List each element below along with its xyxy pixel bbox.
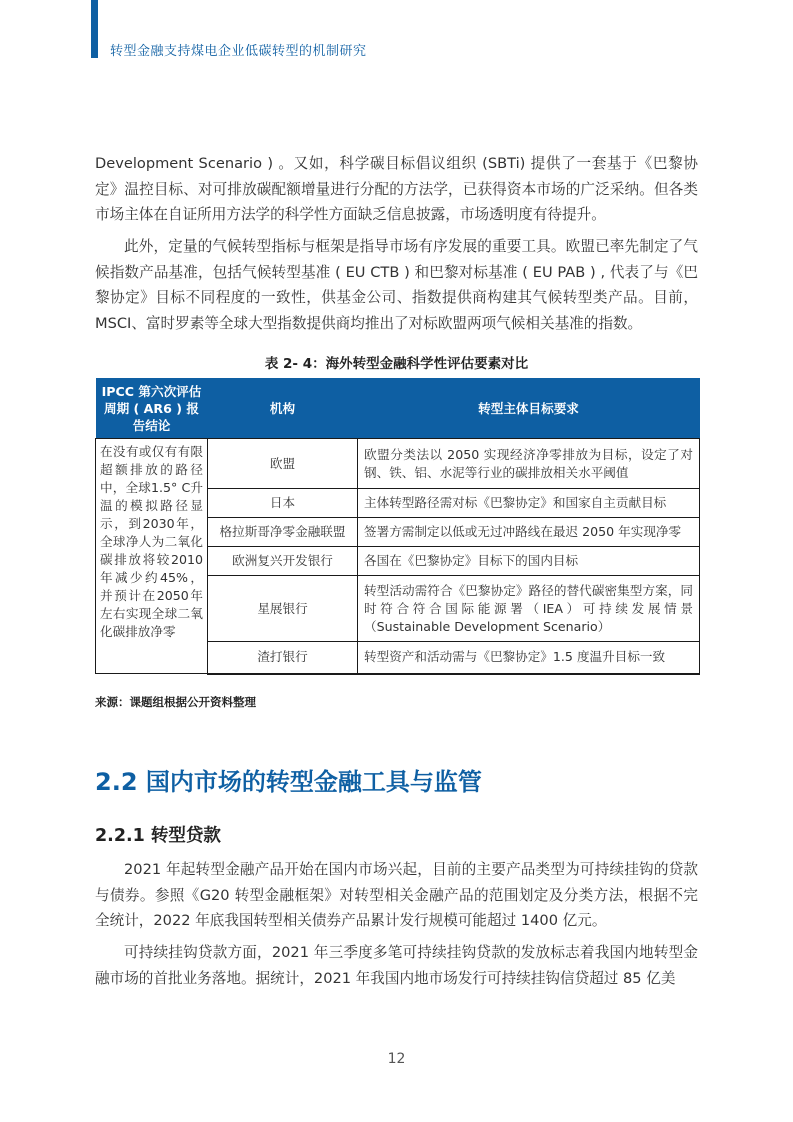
page-number: 12 [387, 1051, 406, 1067]
org-cell: 欧盟 [208, 439, 358, 489]
table-row [96, 439, 700, 489]
table-source-note: 来源：课题组根据公开资料整理 [95, 695, 256, 709]
org-cell: 日本 [208, 489, 358, 518]
requirement-cell: 签署方需制定以低或无过冲路线在最迟 2050 年实现净零 [358, 518, 700, 547]
paragraph-1: Development Scenario ) 。又如，科学碳目标倡议组织 (SBTi) 提供了一套基于《巴黎协定》温控目标、对可排放碳配额增量进行分配的方法学，已获得资本市场的广泛采纳。但各类市场主体在自证所用方法学的科学性方面缺乏信息披露，市场透明度有待提升。 [95, 155, 698, 223]
table-header-row [96, 378, 700, 439]
org-cell: 渣打银行 [208, 642, 358, 674]
header-accent-bar [91, 0, 98, 58]
org-cell: 星展银行 [208, 576, 358, 642]
table-caption: 表 2- 4：海外转型金融科学性评估要素对比 [264, 356, 529, 372]
org-cell: 格拉斯哥净零金融联盟 [208, 518, 358, 547]
org-cell: 欧洲复兴开发银行 [208, 547, 358, 576]
section-heading: 2.2 国内市场的转型金融工具与监管 [95, 768, 482, 796]
requirement-cell: 各国在《巴黎协定》目标下的国内目标 [358, 547, 700, 576]
paragraph-3: 2021 年起转型金融产品开始在国内市场兴起，目前的主要产品类型为可持续挂钩的贷款与债券。参照《G20 转型金融框架》对转型相关金融产品的范围划定及分类方法，根据不完全统计，2022 年底我国转型相关债券产品累计发行规模可能超过 1400 亿元。 [95, 861, 698, 929]
requirement-cell: 欧盟分类法以 2050 实现经济净零排放为目标，设定了对钢、铁、铝、水泥等行业的碳排放相关水平阈值 [358, 439, 700, 489]
subsection-heading: 2.2.1 转型贷款 [95, 826, 221, 846]
header-institution: 机构 [208, 378, 358, 439]
requirement-cell: 转型资产和活动需与《巴黎协定》1.5 度温升目标一致 [358, 642, 700, 674]
paragraph-4: 可持续挂钩贷款方面，2021 年三季度多笔可持续挂钩贷款的发放标志着我国内地转型金融市场的首批业务落地。据统计，2021 年我国内地市场发行可持续挂钩信贷超过 85 亿美 [95, 944, 698, 987]
requirement-cell: 转型活动需符合《巴黎协定》路径的替代碳密集型方案，同时符合符合国际能源署（IEA）可持续发展情景（Sustainable Development Scenario） [358, 576, 700, 642]
running-header-title: 转型金融支持煤电企业低碳转型的机制研究 [110, 44, 367, 59]
header-target-requirement: 转型主体目标要求 [358, 378, 700, 439]
ipcc-conclusion-cell: 在没有或仅有有限超额排放的路径中，全球1.5° C升温的模拟路径显示，到2030年，全球净人为二氧化碳排放将较2010年减少约45%，并预计在2050年左右实现全球二氧化碳排放净零 [96, 439, 208, 674]
comparison-table [95, 378, 700, 675]
requirement-cell: 主体转型路径需对标《巴黎协定》和国家自主贡献目标 [358, 489, 700, 518]
paragraph-2: 此外，定量的气候转型指标与框架是指导市场有序发展的重要工具。欧盟已率先制定了气候指数产品基准，包括气候转型基准 ( EU CTB ) 和巴黎对标基准 ( EU PAB ) , 代表了与《巴黎协定》目标不同程度的一致性，供基金公司、指数提供商构建其气候转型类产品。目前，MSCI、富时罗素等全球大型指数提供商均推出了对标欧盟两项气候相关基准的指数。 [95, 238, 698, 332]
header-ipcc-conclusion: IPCC 第六次评估周期 ( AR6 ) 报告结论 [96, 378, 208, 439]
